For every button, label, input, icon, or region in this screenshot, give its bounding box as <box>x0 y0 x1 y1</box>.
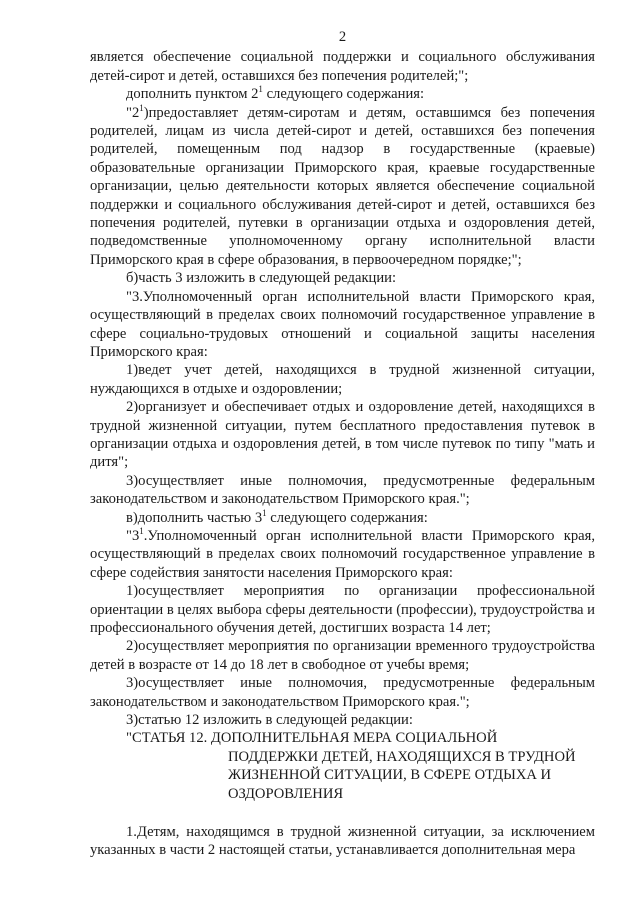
paragraph-text: .Уполномоченный орган исполнительной власти Приморского края, осуществляющий в пределах своих полномочий государственное управление в сфере содействия занятости населения Приморского края: <box>90 527 595 581</box>
paragraph-p11 <box>90 582 595 637</box>
paragraph-text: следующего содержания: <box>266 509 428 526</box>
article-heading-rest: ПОДДЕРЖКИ ДЕТЕЙ, НАХОДЯЩИХСЯ В ТРУДНОЙ ЖИЗНЕННОЙ СИТУАЦИИ, В СФЕРЕ ОТДЫХА И ОЗДОРОВЛЕНИЯ <box>228 748 576 802</box>
paragraph-p5 <box>90 288 595 362</box>
page-number: 2 <box>338 29 347 45</box>
paragraph-text: "2 <box>126 104 140 121</box>
paragraph-p3 <box>90 104 595 270</box>
superscript: 1 <box>258 84 263 95</box>
paragraph-p10 <box>90 527 595 582</box>
paragraph-p6 <box>90 361 595 398</box>
paragraph-p1 <box>90 48 595 85</box>
paragraph-text: 2)осуществляет мероприятия по организации временного трудоустройства детей в возрасте от 14 до 18 лет в свободное от учебы время; <box>90 638 595 673</box>
paragraph-p7 <box>90 398 595 472</box>
paragraph-text: )предоставляет детям-сиротам и детям, оставшимся без попечения родителей, лицам из числа детей-сирот и детей, оставшихся без попечения родителей, помещенным под надзор в государственные (краевые) образовательные организации Приморского края, краевые государственные организации, целью деятельности которых является обеспечение социальной поддержки и социального обслуживания детей-сирот и детей, оставшихся без попечения родителей, путевки в организации отдыха и оздоровления детей, подведомственные уполномоченному органу исполнительной власти Приморского края в сфере образования, в первоочередном порядке;"; <box>90 104 595 268</box>
article-heading-line1: "СТАТЬЯ 12. ДОПОЛНИТЕЛЬНАЯ МЕРА СОЦИАЛЬНОЙ <box>126 730 498 747</box>
paragraph-p8 <box>90 472 595 509</box>
paragraph-text: является обеспечение социальной поддержки и социального обслуживания детей-сирот и детей, оставшихся без попечения родителей;"; <box>90 49 595 84</box>
paragraph-p4 <box>90 269 595 287</box>
superscript: 1 <box>262 507 267 518</box>
paragraph-text: 1)осуществляет мероприятия по организации профессиональной ориентации в целях выбора сферы деятельности (профессии), трудоустройства и профессионального обучения детей, достигших возраста 14 лет; <box>90 583 595 636</box>
paragraph-text: 2)организует и обеспечивает отдых и оздоровление детей, находящихся в трудной жизненной ситуации, путем бесплатного предоставления путевок в организации отдыха и оздоровления детей, в том числе путевок по типу "мать и дитя"; <box>90 399 595 471</box>
spacer <box>90 803 595 823</box>
paragraph-text: 3)осуществляет иные полномочия, предусмотренные федеральным законодательством и законодательством Приморского края."; <box>90 675 595 710</box>
paragraph-p2 <box>90 85 595 103</box>
paragraph-text: 3)осуществляет иные полномочия, предусмотренные федеральным законодательством и законодательством Приморского края."; <box>90 472 595 508</box>
paragraph-p13 <box>90 674 595 711</box>
superscript: 1 <box>139 526 144 537</box>
paragraph-text: 1)ведет учет детей, находящихся в трудной жизненной ситуации, нуждающихся в отдыхе и оздоровлении; <box>90 362 595 397</box>
paragraph-text: "3 <box>126 527 140 544</box>
document-body <box>90 48 595 729</box>
superscript: 1 <box>139 102 144 113</box>
paragraph-p14 <box>90 711 595 729</box>
document-page <box>90 28 595 860</box>
paragraph-p9 <box>90 509 595 527</box>
paragraph-text: б)часть 3 изложить в следующей редакции: <box>126 270 397 287</box>
paragraph-text: "3.Уполномоченный орган исполнительной власти Приморского края, осуществляющий в пределах своих полномочий государственное управление в сфере социально-трудовых отношений и социальной защиты населения Приморского края: <box>90 288 595 360</box>
final-paragraph: 1.Детям, находящимся в трудной жизненной ситуации, за исключением указанных в части 2 настоящей статьи, устанавливается дополнительная мера <box>90 824 595 859</box>
paragraph-text: в)дополнить частью 3 <box>126 509 263 526</box>
paragraph-text: следующего содержания: <box>262 86 425 103</box>
paragraph-p12 <box>90 637 595 674</box>
paragraph-text: дополнить пунктом 2 <box>126 86 259 103</box>
paragraph-text: 3)статью 12 изложить в следующей редакции: <box>126 712 413 729</box>
